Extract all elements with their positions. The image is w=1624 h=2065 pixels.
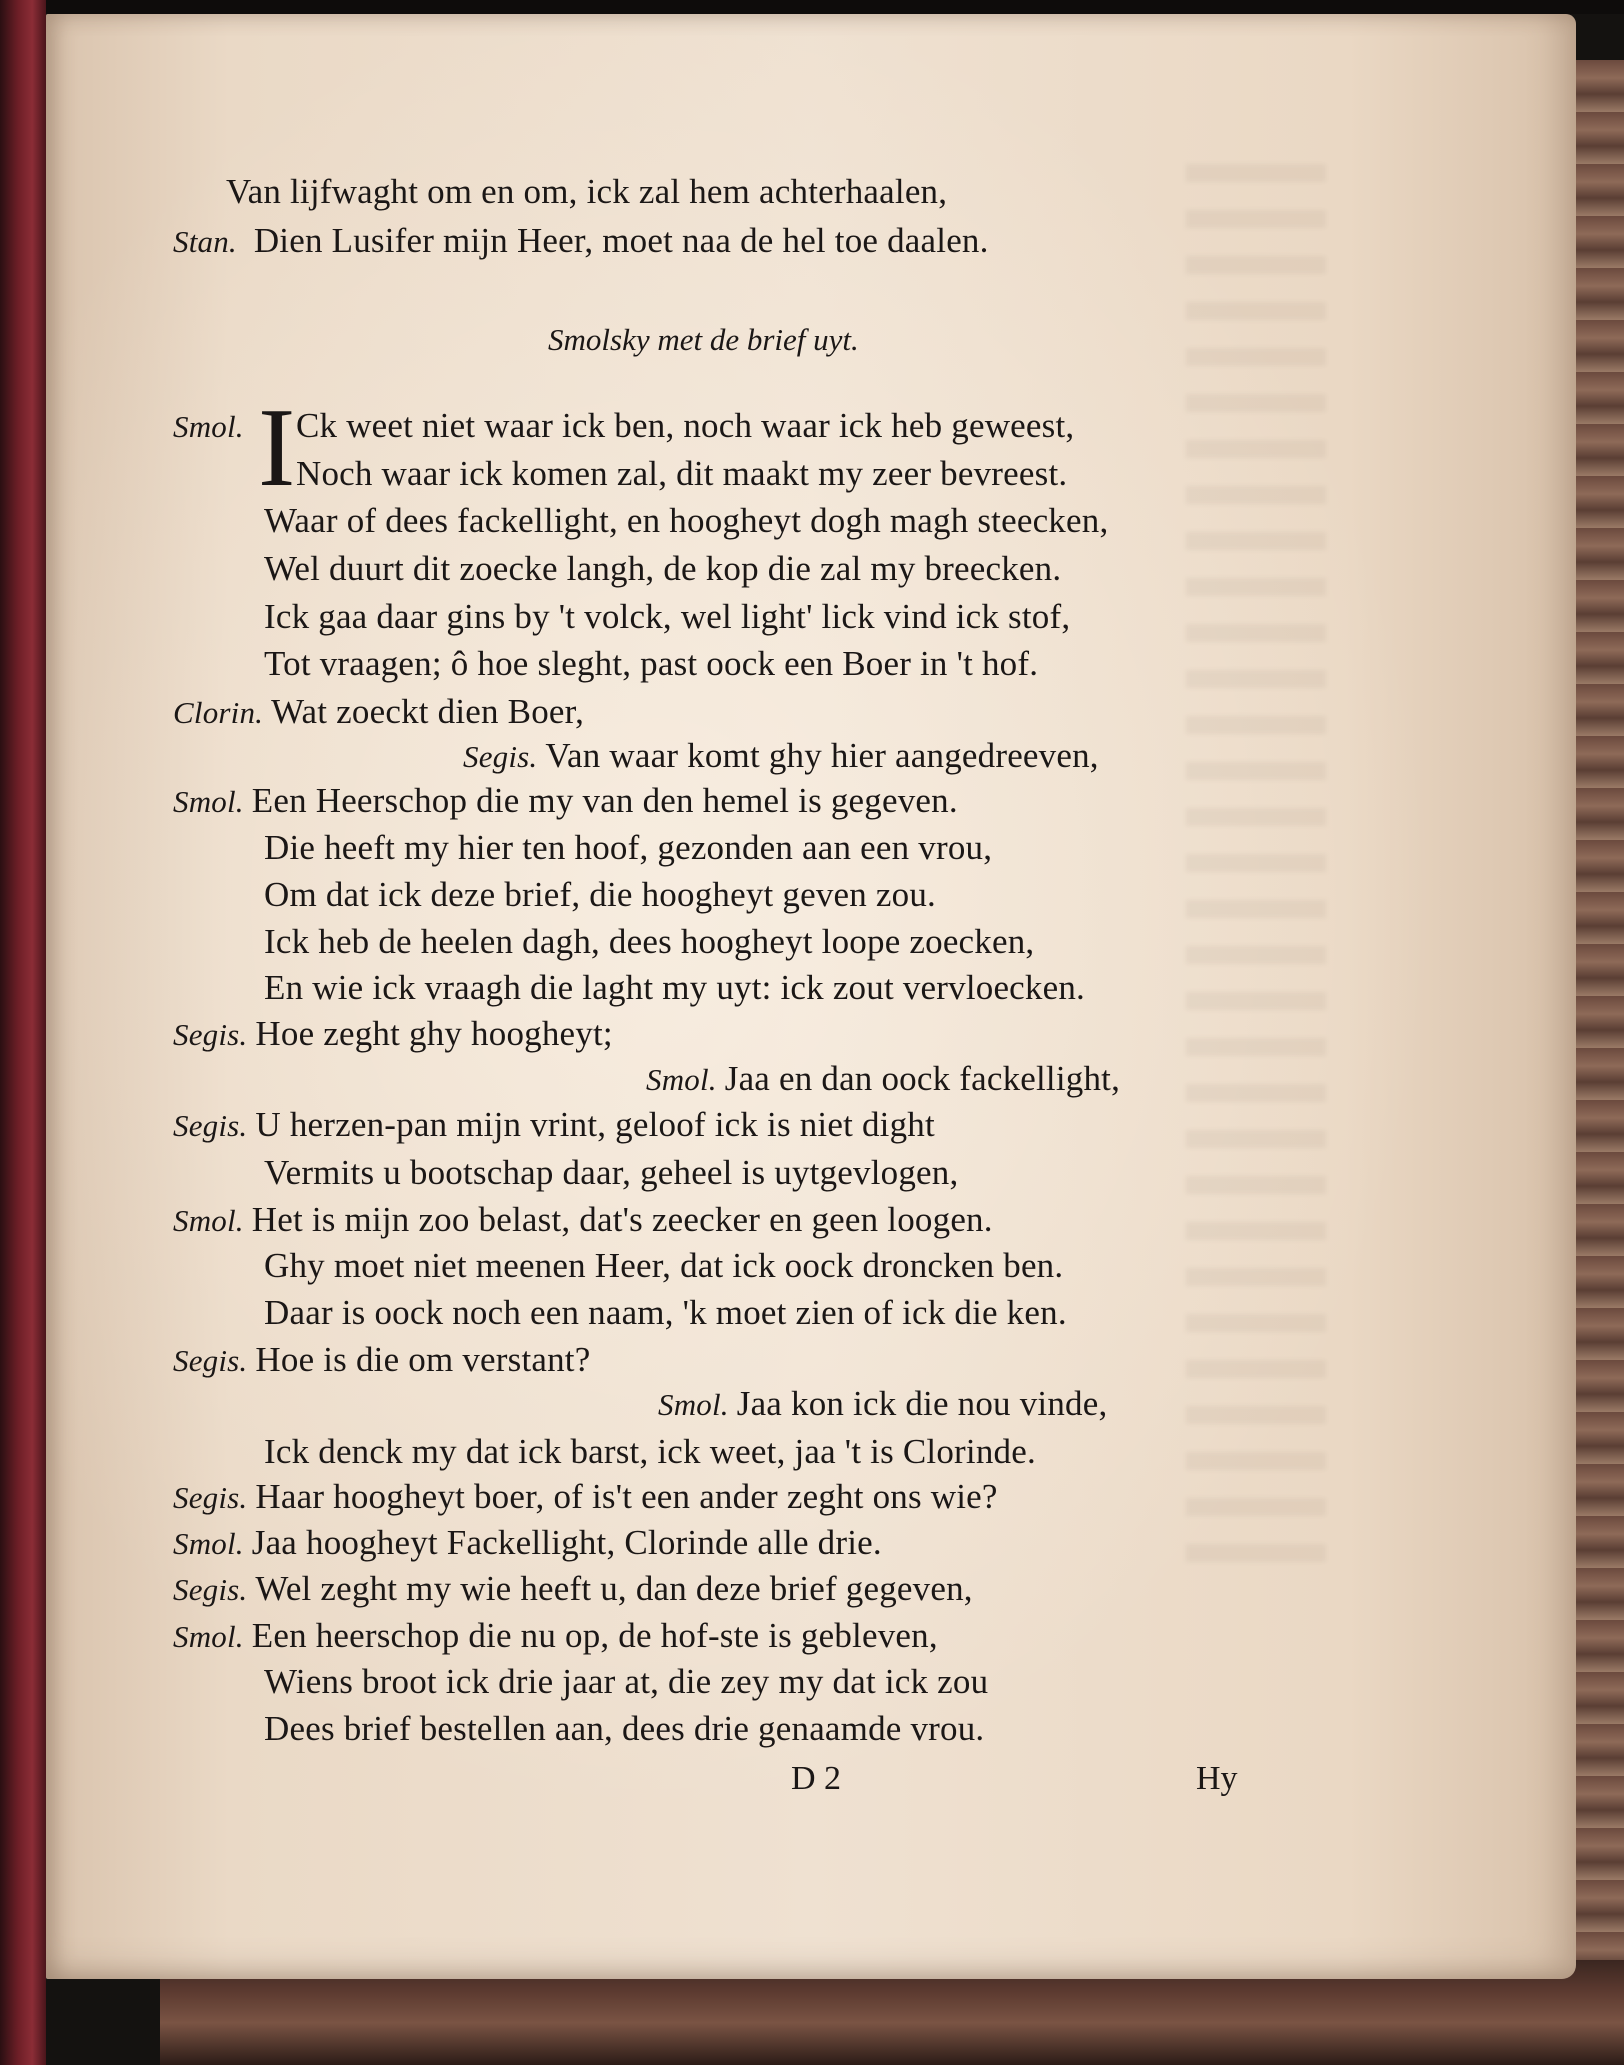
verse-line: [173, 781, 958, 822]
verse-text: Wel duurt dit zoecke langh, de kop die zal my breecken.: [264, 549, 1062, 588]
verse-text: Jaa hoogheyt Fackellight, Clorinde alle drie.: [251, 1523, 882, 1562]
verse-text: Wiens broot ick drie jaar at, die zey my dat ick zou: [264, 1662, 989, 1701]
verse-text: Tot vraagen; ô hoe sleght, past oock een Boer in 't hof.: [264, 644, 1039, 683]
book-cover-spine: [0, 0, 46, 2065]
verse-text: Die heeft my hier ten hoof, gezonden aan een vrou,: [264, 828, 993, 867]
verse-line: [226, 172, 947, 212]
speaker-label: Smol.: [173, 409, 244, 444]
verse-text: Vermits u bootschap daar, geheel is uytgevlogen,: [264, 1153, 959, 1192]
verse-text: Van waar komt ghy hier aangedreeven,: [545, 736, 1099, 775]
verse-line: [296, 454, 1067, 494]
speaker-label: Segis.: [463, 739, 538, 774]
stage-direction: Smolsky met de brief uyt.: [548, 322, 859, 357]
verse-text: Noch waar ick komen zal, dit maakt my zeer bevreest.: [296, 454, 1068, 493]
verse-text: Waar of dees fackellight, en hoogheyt dogh magh steecken,: [264, 501, 1109, 540]
verse-line: [264, 1293, 1067, 1333]
verse-text: Een Heerschop die my van den hemel is gegeven.: [251, 781, 958, 820]
verse-text: U herzen-pan mijn vrint, geloof ick is niet dight: [255, 1105, 935, 1144]
verse-text: Hoe zeght ghy hoogheyt;: [255, 1014, 613, 1053]
speaker-label: Smol.: [658, 1387, 729, 1422]
verse-text: Om dat ick deze brief, die hoogheyt geven zou.: [264, 875, 937, 914]
verse-line: [264, 875, 936, 915]
speaker-label: Segis.: [173, 1343, 248, 1378]
verse-line: [264, 597, 1070, 637]
speaker-label: Smol.: [173, 784, 244, 819]
verse-line: [264, 1153, 958, 1193]
verse-text: Daar is oock noch een naam, 'k moet zien of ick die ken.: [264, 1293, 1067, 1332]
verse-line: [264, 968, 1085, 1008]
verse-text: Een heerschop die nu op, de hof-ste is gebleven,: [251, 1616, 938, 1655]
verse-text: Dees brief bestellen aan, dees drie genaamde vrou.: [264, 1709, 985, 1748]
verse-text: Wat zoeckt dien Boer,: [271, 692, 585, 731]
page-text: [46, 14, 1576, 1979]
speaker-label: Smol.: [173, 1619, 244, 1654]
speaker-label: Segis.: [173, 1017, 248, 1052]
verse-text: Ghy moet niet meenen Heer, dat ick oock droncken ben.: [264, 1246, 1064, 1285]
cover-top-edge: [40, 0, 1624, 14]
verse-text: Hoe is die om verstant?: [255, 1340, 591, 1379]
book-page: [46, 14, 1576, 1979]
verse-line: [173, 1105, 935, 1146]
verse-line: [264, 1246, 1063, 1286]
verse-line: [173, 1523, 882, 1564]
verse-line: [173, 221, 989, 262]
verse-text: Ick gaa daar gins by 't volck, wel light' lick vind ick stof,: [264, 597, 1071, 636]
verse-text: Jaa en dan oock fackellight,: [724, 1059, 1121, 1098]
verse-line: [658, 1384, 1107, 1425]
verse-text: Haar hoogheyt boer, of is't een ander zeght ons wie?: [255, 1477, 998, 1516]
verse-text: Het is mijn zoo belast, dat's zeecker en geen loogen.: [251, 1200, 993, 1239]
verse-line: [296, 406, 1074, 446]
verse-text: Van lijfwaght om en om, ick zal hem achterhaalen,: [226, 172, 948, 211]
verse-line: [264, 501, 1108, 541]
verse-text: Dien Lusifer mijn Heer, moet naa de hel toe daalen.: [253, 221, 989, 260]
verse-line: [264, 549, 1061, 589]
verse-line: [264, 922, 1034, 962]
verse-line: [173, 1569, 973, 1610]
verse-line: [173, 1340, 590, 1381]
verse-line: [646, 1059, 1120, 1100]
verse-text: Ck weet niet waar ick ben, noch waar ick heb geweest,: [296, 406, 1075, 445]
verse-line: [264, 1709, 984, 1749]
verse-line: [173, 1616, 938, 1657]
marbled-cover-edge: [1572, 60, 1624, 1960]
verse-text: Wel zeght my wie heeft u, dan deze brief gegeven,: [255, 1569, 973, 1608]
verse-text: Ick heb de heelen dagh, dees hoogheyt loope zoecken,: [264, 922, 1035, 961]
catchword: Hy: [1196, 1760, 1238, 1797]
verse-line: [173, 1014, 613, 1055]
speaker-label: Clorin.: [173, 695, 264, 730]
speaker-label: Segis.: [173, 1108, 248, 1143]
verse-line: [173, 1477, 998, 1518]
verse-text: En wie ick vraagh die laght my uyt: ick zout vervloecken.: [264, 968, 1085, 1007]
speaker-line: [173, 406, 252, 447]
speaker-label: Stan.: [173, 224, 237, 259]
signature-mark: D 2: [791, 1760, 842, 1797]
verse-text: Ick denck my dat ick barst, ick weet, jaa 't is Clorinde.: [264, 1432, 1036, 1471]
speaker-label: Segis.: [173, 1480, 248, 1515]
verse-line: [264, 644, 1038, 684]
verse-line: [173, 692, 584, 733]
speaker-label: Smol.: [173, 1203, 244, 1238]
verse-line: [264, 828, 992, 868]
verse-line: [463, 736, 1099, 777]
speaker-label: Segis.: [173, 1572, 248, 1607]
speaker-label: Smol.: [646, 1062, 717, 1097]
verse-line: [173, 1200, 993, 1241]
verse-line: [264, 1432, 1036, 1472]
speaker-label: Smol.: [173, 1526, 244, 1561]
verse-text: Jaa kon ick die nou vinde,: [736, 1384, 1108, 1423]
drop-capital: I: [258, 386, 296, 510]
verse-line: [264, 1662, 988, 1702]
